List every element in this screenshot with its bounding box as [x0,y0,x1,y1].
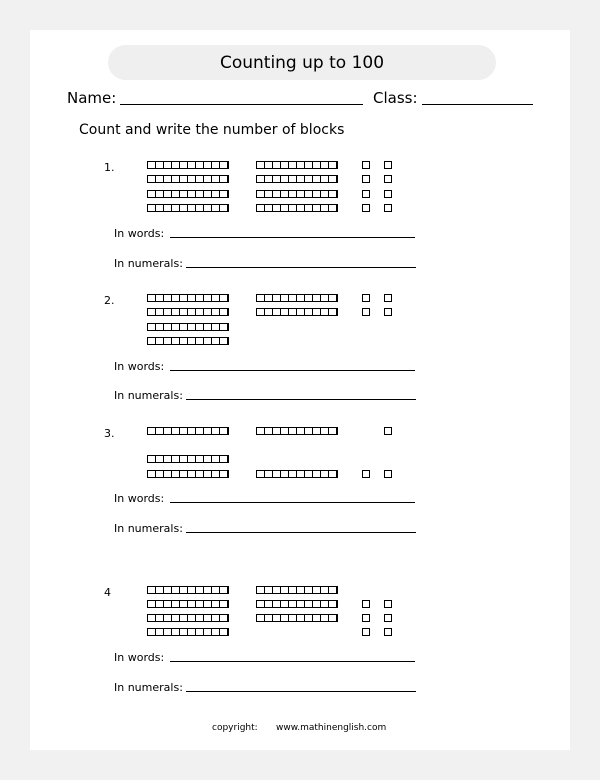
in-words-answer-line[interactable] [170,661,415,662]
ten-block [256,614,338,622]
one-block [384,427,392,435]
in-words-answer-line[interactable] [170,370,415,371]
one-block [362,204,370,212]
ten-block [256,600,338,608]
ten-block [256,294,338,302]
one-block [384,190,392,198]
ten-block [147,628,229,636]
instructions-text: Count and write the number of blocks [79,122,345,138]
one-block [362,161,370,169]
one-block [362,308,370,316]
ten-block [256,204,338,212]
in-words-answer-line[interactable] [170,502,415,503]
footer-site: www.mathinenglish.com [276,723,387,733]
one-block [384,614,392,622]
in-numerals-label: In numerals: [114,257,183,270]
ten-block [256,175,338,183]
one-block [362,470,370,478]
question-number: 1. [104,161,115,174]
one-block [384,470,392,478]
ten-block [147,455,229,463]
one-block [362,628,370,636]
one-block [362,600,370,608]
one-block [362,190,370,198]
one-block [362,294,370,302]
in-words-label: In words: [114,360,165,373]
ten-block [256,190,338,198]
one-block [384,175,392,183]
one-block [384,204,392,212]
question-number: 4 [104,586,111,599]
ten-block [147,161,229,169]
one-block [362,175,370,183]
ten-block [147,204,229,212]
class-answer-line[interactable] [422,104,533,105]
in-numerals-label: In numerals: [114,681,183,694]
one-block [384,600,392,608]
ten-block [147,470,229,478]
in-numerals-answer-line[interactable] [186,532,416,533]
worksheet-sheet [30,30,570,750]
question-number: 3. [104,427,115,440]
one-block [362,614,370,622]
in-numerals-answer-line[interactable] [186,399,416,400]
ten-block [256,586,338,594]
in-words-label: In words: [114,227,165,240]
ten-block [256,308,338,316]
ten-block [147,337,229,345]
ten-block [256,470,338,478]
one-block [384,294,392,302]
in-numerals-answer-line[interactable] [186,267,416,268]
worksheet-title [108,45,496,80]
class-label: Class: [373,89,418,107]
ten-block [256,427,338,435]
question-number: 2. [104,294,115,307]
one-block [384,308,392,316]
in-words-label: In words: [114,651,165,664]
one-block [384,628,392,636]
copyright-label: copyright: [212,723,258,733]
in-numerals-label: In numerals: [114,389,183,402]
one-block [384,161,392,169]
ten-block [147,586,229,594]
ten-block [147,614,229,622]
in-numerals-label: In numerals: [114,522,183,535]
ten-block [147,294,229,302]
ten-block [147,308,229,316]
ten-block [256,161,338,169]
ten-block [147,600,229,608]
title-text: Counting up to 100 [219,52,385,73]
in-numerals-answer-line[interactable] [186,691,416,692]
name-label: Name: [67,89,117,107]
ten-block [147,175,229,183]
ten-block [147,427,229,435]
ten-block [147,323,229,331]
in-words-answer-line[interactable] [170,237,415,238]
in-words-label: In words: [114,492,165,505]
ten-block [147,190,229,198]
name-answer-line[interactable] [120,104,363,105]
